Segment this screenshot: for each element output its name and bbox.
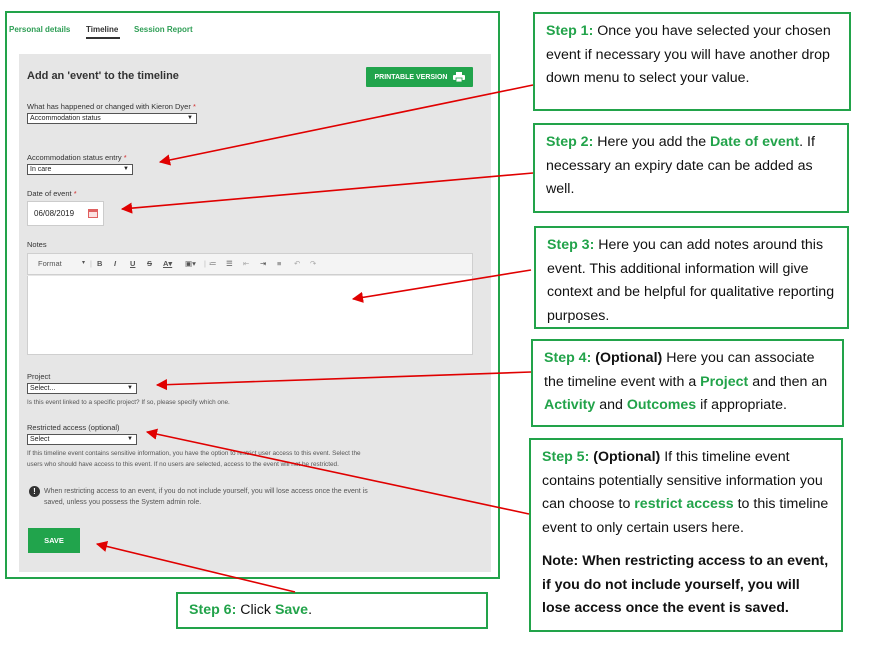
dropdown-arrow-icon: ▼	[127, 385, 133, 391]
text-color-icon[interactable]: A▾	[163, 259, 173, 268]
date-value: 06/08/2019	[34, 209, 75, 218]
chevron-down-icon: ▾	[82, 260, 86, 266]
dropdown-arrow-icon: ▼	[187, 115, 193, 121]
what-happened-label-text: What has happened or changed with Kieron Dyer	[27, 102, 191, 111]
step-number: Step 2:	[546, 134, 594, 150]
step-number: Step 6:	[189, 602, 237, 618]
step-text: . If necessary an expiry date can be added as well.	[546, 134, 815, 197]
arrow-step-2	[122, 173, 533, 209]
warning-icon: !	[29, 486, 40, 497]
step-highlight: Activity	[544, 397, 596, 413]
arrow-step-3	[353, 270, 531, 299]
warning-line-1: When restricting access to an event, if you do not include yourself, you will lose access once the event is	[44, 488, 368, 495]
step-highlight: restrict access	[634, 496, 734, 512]
step-highlight: Outcomes	[626, 397, 697, 413]
step-5-note: Note: When restricting access to an event, if you do not include yourself, you will lose access once the event is saved.	[542, 553, 829, 616]
step-number: Step 1:	[546, 23, 594, 39]
step-text: if appropriate.	[696, 397, 787, 413]
step-text: Once you have selected your chosen event if necessary you will have another drop down menu to select your value.	[546, 23, 831, 86]
step-text: Here you can associate the timeline event with a	[544, 350, 815, 390]
step-text: .	[308, 602, 313, 618]
required-marker: *	[73, 189, 77, 198]
underline-icon[interactable]: U	[130, 259, 136, 268]
restricted-access-value: Select	[30, 436, 50, 443]
background-color-icon[interactable]: ▣▾	[185, 259, 196, 268]
step-highlight: Date of event	[710, 134, 800, 150]
outdent-icon[interactable]: ⇤	[243, 259, 250, 268]
format-label: Format	[38, 259, 62, 268]
step-highlight: Save	[274, 602, 309, 618]
date-label-text: Date of event	[27, 189, 72, 198]
save-button[interactable]: SAVE	[28, 528, 80, 553]
strikethrough-icon[interactable]: S	[147, 259, 153, 268]
project-value: Select...	[30, 385, 56, 392]
optional-tag: (Optional)	[591, 350, 663, 366]
step-number: Step 5:	[542, 449, 590, 465]
required-marker: *	[123, 153, 127, 162]
tab-session-report[interactable]: Session Report	[134, 25, 193, 34]
italic-icon[interactable]: I	[114, 259, 117, 268]
project-help-text: Is this event linked to a specific project? If so, please specify which one.	[27, 399, 230, 406]
notes-label: Notes	[27, 240, 47, 249]
accommodation-value: In care	[30, 166, 52, 173]
page-title: Add an 'event' to the timeline	[27, 70, 179, 82]
horizontal-rule-icon[interactable]: ≡	[277, 259, 282, 268]
dropdown-arrow-icon: ▼	[127, 436, 133, 442]
step-text: Click	[236, 602, 275, 618]
dropdown-arrow-icon: ▼	[123, 166, 129, 172]
step-text: and then an	[748, 373, 828, 390]
restricted-help-line-1: If this timeline event contains sensitive information, you have the option to restrict user access to this event. Select the	[27, 450, 361, 457]
tab-personal-details[interactable]: Personal details	[9, 25, 71, 34]
project-label: Project	[27, 372, 51, 381]
bold-icon[interactable]: B	[97, 259, 103, 268]
tab-timeline[interactable]: Timeline	[86, 25, 119, 34]
step-number: Step 3:	[547, 237, 595, 253]
numbered-list-icon[interactable]: ≔	[209, 259, 217, 268]
step-text: and	[595, 397, 627, 413]
arrow-step-5	[147, 432, 529, 514]
step-number: Step 4:	[544, 350, 592, 366]
redo-icon[interactable]: ↷	[310, 259, 317, 268]
warning-line-2: saved, unless you possess the System admin role.	[44, 499, 202, 506]
what-happened-value: Accommodation status	[30, 115, 101, 122]
restricted-access-label: Restricted access (optional)	[27, 423, 120, 432]
step-text: Here you add the	[593, 134, 711, 150]
toolbar-divider: |	[204, 259, 206, 268]
step-text: to this timeline event to only certain users here.	[542, 496, 829, 536]
accommodation-label-text: Accommodation status entry	[27, 153, 122, 162]
step-text: Here you can add notes around this event. This additional information will give context and be helpful for qualitative reporting purposes.	[547, 237, 835, 324]
optional-tag: (Optional)	[589, 449, 661, 465]
arrow-step-6	[97, 544, 295, 592]
indent-icon[interactable]: ⇥	[260, 259, 267, 268]
step-highlight: Project	[700, 373, 749, 390]
undo-icon[interactable]: ↶	[294, 259, 301, 268]
bulleted-list-icon[interactable]: ☰	[226, 259, 233, 268]
arrow-step-1	[160, 85, 533, 162]
restricted-help-line-2: users who should have access to this event. If no users are selected, access to the event will not be restricted.	[27, 461, 339, 468]
toolbar-divider: |	[90, 259, 92, 268]
arrow-step-4	[157, 372, 531, 385]
printable-version-label: PRINTABLE VERSION	[374, 73, 448, 81]
required-marker: *	[192, 102, 196, 111]
step-text: If this timeline event contains potentially sensitive information you can choose to	[542, 449, 823, 512]
